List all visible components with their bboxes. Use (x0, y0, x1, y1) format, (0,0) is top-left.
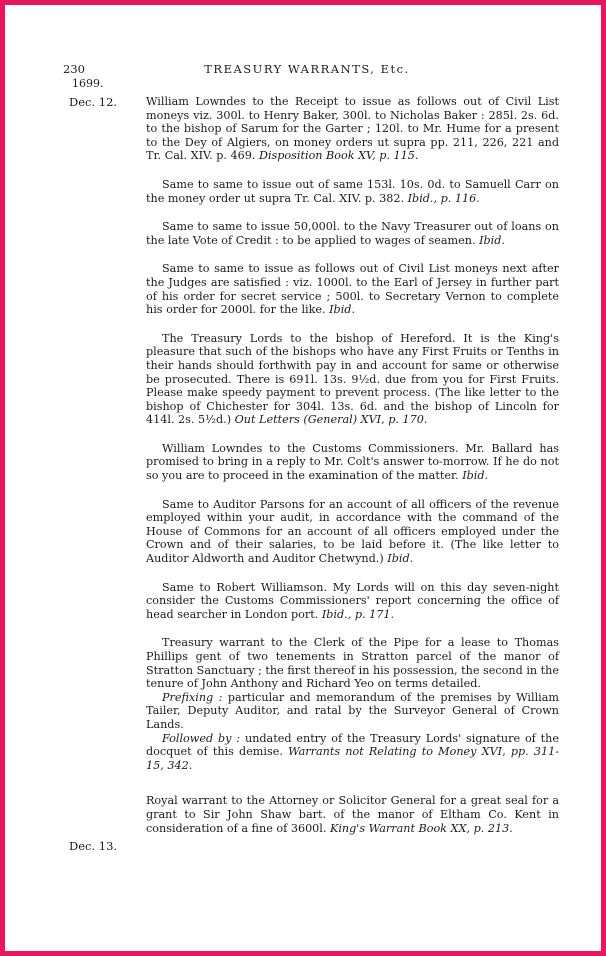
running-header (63, 62, 551, 78)
date-dec-13: Dec. 13. (69, 839, 118, 853)
entry-paragraph: Same to Auditor Parsons for an account of all officers of the revenue employed within your audit, in accordance with the command of the House of Commons for an account of all officers employed under the Crown and of their salaries, to be laid before it. (The like letter to Auditor Aldworth and Auditor Chetwynd.) Ibid. (146, 497, 559, 566)
entry-subparagraph: Followed by : undated entry of the Treasury Lords' signature of the docquet of this demise. Warrants not Relating to Money XVI, pp. 311-15, 342. (146, 731, 560, 772)
entries (146, 95, 559, 835)
year-label: 1699. (72, 77, 104, 90)
page-title: TREASURY WARRANTS, Etc. (204, 62, 410, 76)
entry-paragraph: Same to same to issue as follows out of Civil List moneys next after the Judges are satisfied : viz. 1000l. to the Earl of Jersey in further part of his order for secret service ; 500l. to Secretary Vernon to complete his order for 2000l. for the like. Ibid. (146, 262, 559, 317)
entry-paragraph: Treasury warrant to the Clerk of the Pipe for a lease to Thomas Phillips gent of two tenements in Stratton parcel of the manor of Stratton Sanctuary ; the first thereof in his possession, the second in the tenure of John Anthony and Richard Yeo on terms detailed. (146, 636, 559, 691)
entry-paragraph: Royal warrant to the Attorney or Solicitor General for a great seal for a grant to Sir John Shaw bart. of the manor of Eltham Co. Kent in consideration of a fine of 3600l. King's Warrant Book XX, p. 213. (146, 794, 559, 835)
date-dec-12: Dec. 12. (69, 95, 118, 109)
document-page (5, 5, 601, 951)
entry-paragraph: Same to same to issue 50,000l. to the Navy Treasurer out of loans on the late Vote of Credit : to be applied to wages of seamen. Ibid. (146, 220, 559, 247)
entry-subparagraph: Prefixing : particular and memorandum of the premises by William Tailer, Deputy Auditor, and ratal by the Surveyor General of Crown Lands. (146, 690, 559, 731)
entry-paragraph: William Lowndes to the Customs Commissioners. Mr. Ballard has promised to bring in a reply to Mr. Colt's answer to-morrow. If he do not so you are to proceed in the examination of the matter. Ibid. (146, 441, 559, 483)
entry-paragraph: The Treasury Lords to the bishop of Hereford. It is the King's pleasure that such of the bishops who have any First Fruits or Tenths in their hands should forthwith pay in and account for same or otherwise be prosecuted. There is 691l. 13s. 9½d. due from you for First Fruits. Please make speedy payment to prevent process. (The like letter to the bishop of Chichester for 304l. 13s. 6d. and the bishop of Lincoln for 414l. 2s. 5½d.) Out Letters (General) XVI, p. 170. (146, 331, 559, 427)
entry-paragraph: Same to Robert Williamson. My Lords will on this day seven-night consider the Customs Commissioners' report concerning the office of head searcher in London port. Ibid., p. 171. (146, 580, 559, 621)
page-number: 230 (63, 62, 85, 76)
entry-paragraph: William Lowndes to the Receipt to issue as follows out of Civil List moneys viz. 300l. to Henry Baker, 300l. to Nicholas Baker : 285l. 2s. 6d. to the bishop of Sarum for the Garter ; 120l. to Mr. Hume for a present to the Dey of Algiers, on money orders ut supra pp. 211, 226, 221 and Tr. Cal. XIV. p. 469. Disposition Book XV, p. 115. (146, 95, 559, 163)
entry-paragraph: Same to same to issue out of same 153l. 10s. 0d. to Samuell Carr on the money order ut supra Tr. Cal. XIV. p. 382. Ibid., p. 116. (146, 177, 559, 205)
